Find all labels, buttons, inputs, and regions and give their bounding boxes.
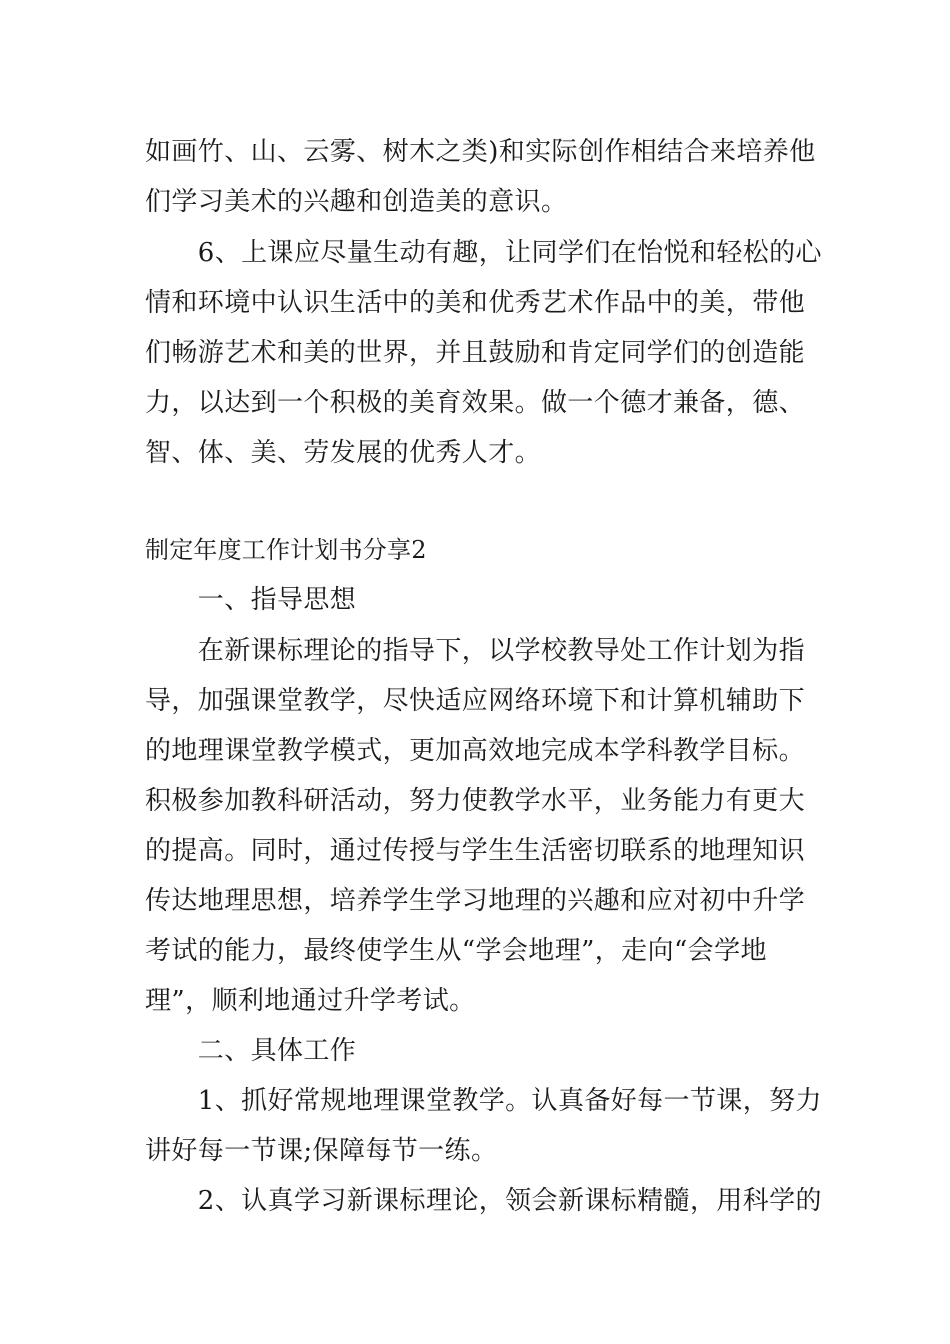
text-line: 讲好每一节课;保障每节一练。 [145, 1136, 498, 1166]
text-line: 智、体、美、劳发展的优秀人才。 [145, 438, 542, 468]
text-line: 6、上课应尽量生动有趣，让同学们在怡悦和轻松的心 [145, 238, 822, 268]
text-line: 传达地理思想，培养学生学习地理的兴趣和应对初中升学 [145, 886, 806, 916]
text-line: 的地理课堂教学模式，更加高效地完成本学科教学目标。 [145, 736, 806, 766]
text-line: 积极参加教科研活动，努力使教学水平，业务能力有更大 [145, 786, 806, 816]
text-line: 情和环境中认识生活中的美和优秀艺术作品中的美，带他 [145, 288, 806, 318]
text-line: 1、抓好常规地理课堂教学。认真备好每一节课，努力 [145, 1086, 822, 1116]
text-line: 的提高。同时，通过传授与学生生活密切联系的地理知识 [145, 836, 806, 866]
section-title: 制定年度工作计划书分享2 [145, 536, 427, 564]
text-line: 导，加强课堂教学，尽快适应网络环境下和计算机辅助下 [145, 686, 806, 716]
text-line: 理”，顺利地通过升学考试。 [145, 986, 476, 1016]
text-line: 力，以达到一个积极的美育效果。做一个德才兼备，德、 [145, 388, 806, 418]
heading-specific-work: 二、具体工作 [145, 1036, 357, 1066]
text-line: 如画竹、山、云雾、树木之类)和实际创作相结合来培养他 [145, 137, 816, 167]
text-line: 们学习美术的兴趣和创造美的意识。 [145, 187, 568, 217]
text-line: 考试的能力，最终使学生从“学会地理”，走向“会学地 [145, 936, 767, 966]
text-line: 在新课标理论的指导下，以学校教导处工作计划为指 [145, 636, 806, 666]
heading-guiding-ideology: 一、指导思想 [145, 585, 357, 615]
text-line: 2、认真学习新课标理论，领会新课标精髓，用科学的 [145, 1186, 822, 1216]
text-line: 们畅游艺术和美的世界，并且鼓励和肯定同学们的创造能 [145, 338, 806, 368]
